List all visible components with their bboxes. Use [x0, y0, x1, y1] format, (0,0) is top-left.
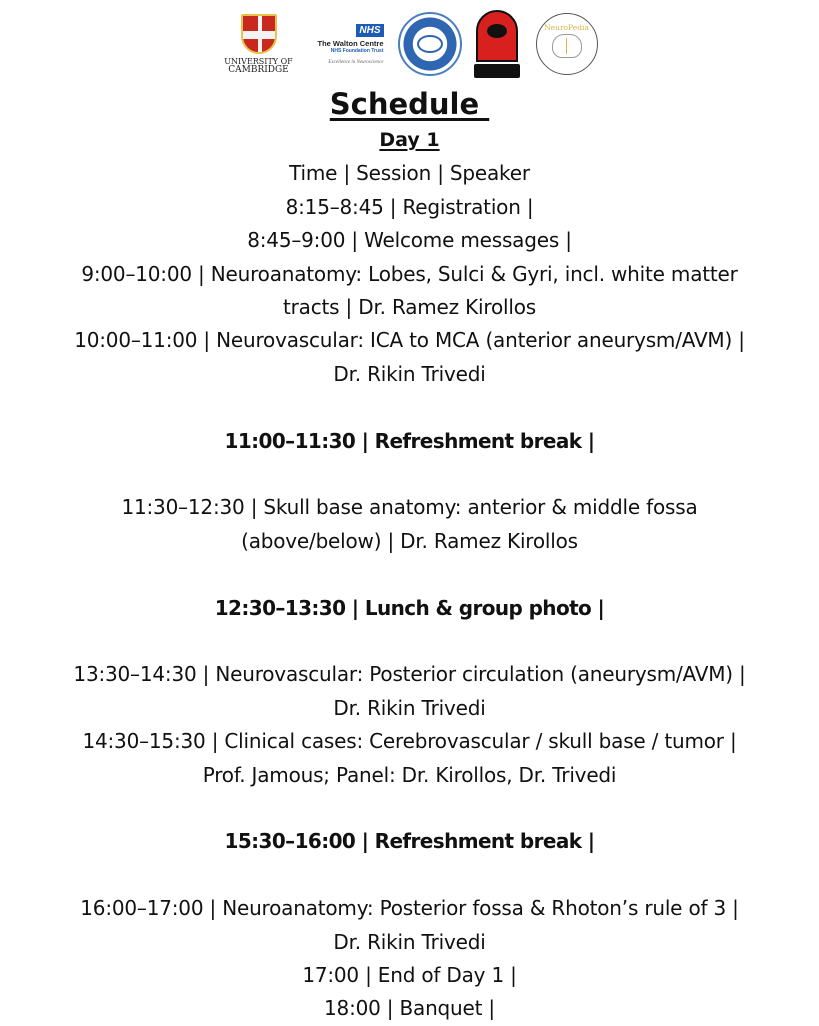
cambridge-text-line1: UNIVERSITY OF: [224, 56, 293, 66]
schedule-item-clinical-cases: 14:30–15:30 | Clinical cases: Cerebrovascular / skull base / tumor |: [82, 729, 737, 754]
cambridge-text-line2: CAMBRIDGE: [228, 64, 289, 75]
spacer: [0, 458, 819, 491]
cambridge-shield-icon: [241, 14, 277, 54]
schedule-item-banquet: 18:00 | Banquet |: [324, 996, 495, 1021]
cambridge-logo: [222, 9, 296, 79]
schedule-item-posterior-fossa-cont: Dr. Rikin Trivedi: [333, 929, 486, 954]
walton-title: The Walton Centre: [317, 38, 384, 48]
mutah-university-logo-icon: [474, 10, 520, 78]
schedule-item-neuroanatomy-lobes: 9:00–10:00 | Neuroanatomy: Lobes, Sulci & Gyri, incl. white matter: [81, 261, 738, 286]
schedule-item-skull-base: 11:30–12:30 | Skull base anatomy: anterior & middle fossa: [121, 495, 698, 520]
neuropedia-logo: [536, 13, 598, 75]
schedule-item-skull-base-cont: (above/below) | Dr. Ramez Kirollos: [241, 528, 578, 553]
arabic-script-icon: [474, 64, 520, 78]
schedule-item-welcome: 8:45–9:00 | Welcome messages |: [247, 228, 572, 253]
atom-emblem-icon: [417, 35, 443, 53]
brain-icon: [552, 34, 582, 58]
schedule-item-posterior-fossa: 16:00–17:00 | Neuroanatomy: Posterior fossa & Rhoton’s rule of 3 |: [80, 896, 739, 921]
neuropedia-text: NeuroPedia: [544, 22, 589, 32]
schedule-item-registration: 8:15–8:45 | Registration |: [285, 194, 534, 219]
just-university-logo-icon: [398, 12, 462, 76]
schedule-item-neurovascular-ica-cont: Dr. Rikin Trivedi: [333, 361, 486, 386]
spacer: [0, 558, 819, 591]
schedule-item-break-1: 11:00–11:30 | Refreshment break |: [224, 428, 595, 453]
spacer: [0, 792, 819, 825]
page-title: Schedule: [329, 87, 490, 121]
schedule-item-lunch: 12:30–13:30 | Lunch & group photo |: [214, 595, 605, 620]
logo-row: [0, 8, 819, 80]
schedule-item-neuroanatomy-lobes-cont: tracts | Dr. Ramez Kirollos: [283, 295, 536, 320]
walton-subtitle: NHS Foundation Trust: [330, 47, 384, 54]
walton-centre-logo: [302, 9, 384, 79]
schedule-document: [0, 84, 819, 1026]
spacer: [0, 391, 819, 424]
walton-tagline: Excellence in Neuroscience: [328, 59, 384, 65]
schedule-item-break-2: 15:30–16:00 | Refreshment break |: [224, 829, 595, 854]
schedule-item-neurovascular-ica: 10:00–11:00 | Neurovascular: ICA to MCA (anterior aneurysm/AVM) |: [74, 328, 745, 353]
spacer: [0, 625, 819, 658]
schedule-item-posterior-circulation-cont: Dr. Rikin Trivedi: [333, 695, 486, 720]
schedule-item-clinical-cases-cont: Prof. Jamous; Panel: Dr. Kirollos, Dr. Trivedi: [202, 762, 617, 787]
day-heading: Day 1: [379, 129, 440, 151]
spacer: [0, 859, 819, 892]
eagle-emblem-icon: [487, 24, 507, 38]
schedule-item-end-of-day: 17:00 | End of Day 1 |: [302, 963, 517, 988]
table-header-row: Time | Session | Speaker: [289, 161, 530, 186]
nhs-badge: NHS: [356, 24, 383, 37]
schedule-item-posterior-circulation: 13:30–14:30 | Neurovascular: Posterior circulation (aneurysm/AVM) |: [73, 662, 746, 687]
